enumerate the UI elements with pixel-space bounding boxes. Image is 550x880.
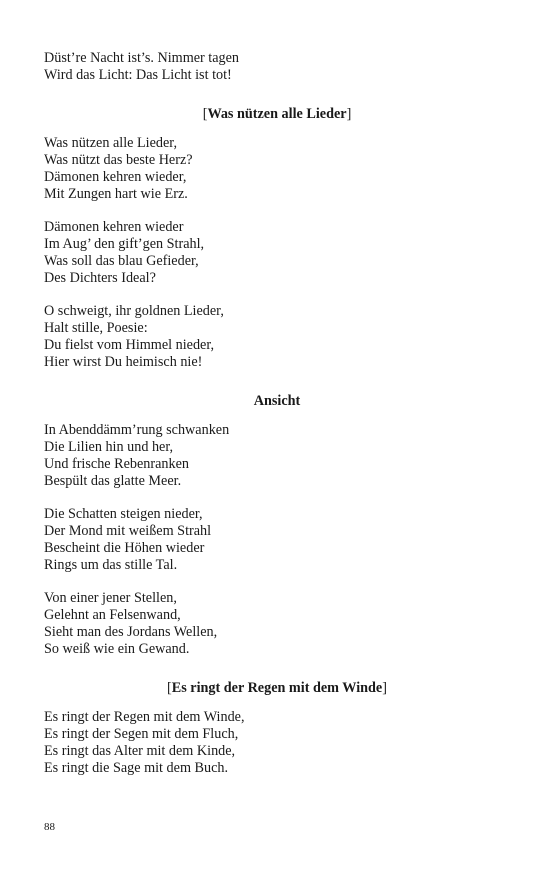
verse-line: Der Mond mit weißem Strahl — [44, 523, 212, 539]
verse-line: Dämonen kehren wieder, — [44, 169, 187, 185]
verse-line: Mit Zungen hart wie Erz. — [44, 186, 188, 202]
verse-line: Dämonen kehren wieder — [44, 219, 184, 235]
title-bracket-open: [ — [202, 106, 208, 122]
verse-line: Im Aug’ den gift’gen Strahl, — [44, 236, 205, 252]
verse-line: Es ringt der Segen mit dem Fluch, — [44, 726, 239, 742]
verse-line: In Abenddämm’rung schwanken — [44, 422, 230, 438]
poem-page — [44, 50, 510, 793]
verse-line: Düst’re Nacht ist’s. Nimmer tagen — [44, 50, 240, 66]
stanza — [44, 590, 510, 658]
poem-title — [44, 393, 510, 410]
verse-line: Des Dichters Ideal? — [44, 270, 156, 286]
poem-title — [44, 680, 510, 697]
verse-line: Es ringt der Regen mit dem Winde, — [44, 709, 245, 725]
stanza — [44, 506, 510, 574]
poem-title — [44, 106, 510, 123]
page-number: 88 — [44, 821, 55, 833]
verse-line: Hier wirst Du heimisch nie! — [44, 354, 203, 370]
verse-line: Gelehnt an Felsenwand, — [44, 607, 181, 623]
verse-line: Wird das Licht: Das Licht ist tot! — [44, 67, 232, 83]
poem-title-text: Was nützen alle Lieder — [207, 106, 347, 122]
stanza — [44, 709, 510, 777]
verse-line: Was nützen alle Lieder, — [44, 135, 178, 151]
verse-line: So weiß wie ein Gewand. — [44, 641, 190, 657]
verse-line: Was soll das blau Gefieder, — [44, 253, 199, 269]
title-bracket-close: ] — [346, 106, 352, 122]
verse-line: Die Lilien hin und her, — [44, 439, 174, 455]
verse-line: Sieht man des Jordans Wellen, — [44, 624, 218, 640]
verse-line: Bescheint die Höhen wieder — [44, 540, 205, 556]
verse-line: Es ringt die Sage mit dem Buch. — [44, 760, 229, 776]
verse-line: Und frische Rebenranken — [44, 456, 189, 472]
verse-line: Es ringt das Alter mit dem Kinde, — [44, 743, 236, 759]
stanza — [44, 422, 510, 490]
stanza — [44, 303, 510, 371]
verse-line: Was nützt das beste Herz? — [44, 152, 193, 168]
verse-line: Halt stille, Poesie: — [44, 320, 148, 336]
intro-stanza — [44, 50, 510, 84]
verse-line: Die Schatten steigen nieder, — [44, 506, 203, 522]
verse-line: Bespült das glatte Meer. — [44, 473, 182, 489]
verse-line: Von einer jener Stellen, — [44, 590, 177, 606]
stanza — [44, 219, 510, 287]
title-bracket-close: ] — [382, 680, 387, 696]
stanza — [44, 135, 510, 203]
title-bracket-open: [ — [167, 680, 172, 696]
verse-line: Du fielst vom Himmel nieder, — [44, 337, 215, 353]
verse-line: O schweigt, ihr goldnen Lieder, — [44, 303, 224, 319]
poem-title-text: Es ringt der Regen mit dem Winde — [171, 680, 383, 696]
verse-line: Rings um das stille Tal. — [44, 557, 178, 573]
poem-title-text: Ansicht — [253, 393, 301, 409]
